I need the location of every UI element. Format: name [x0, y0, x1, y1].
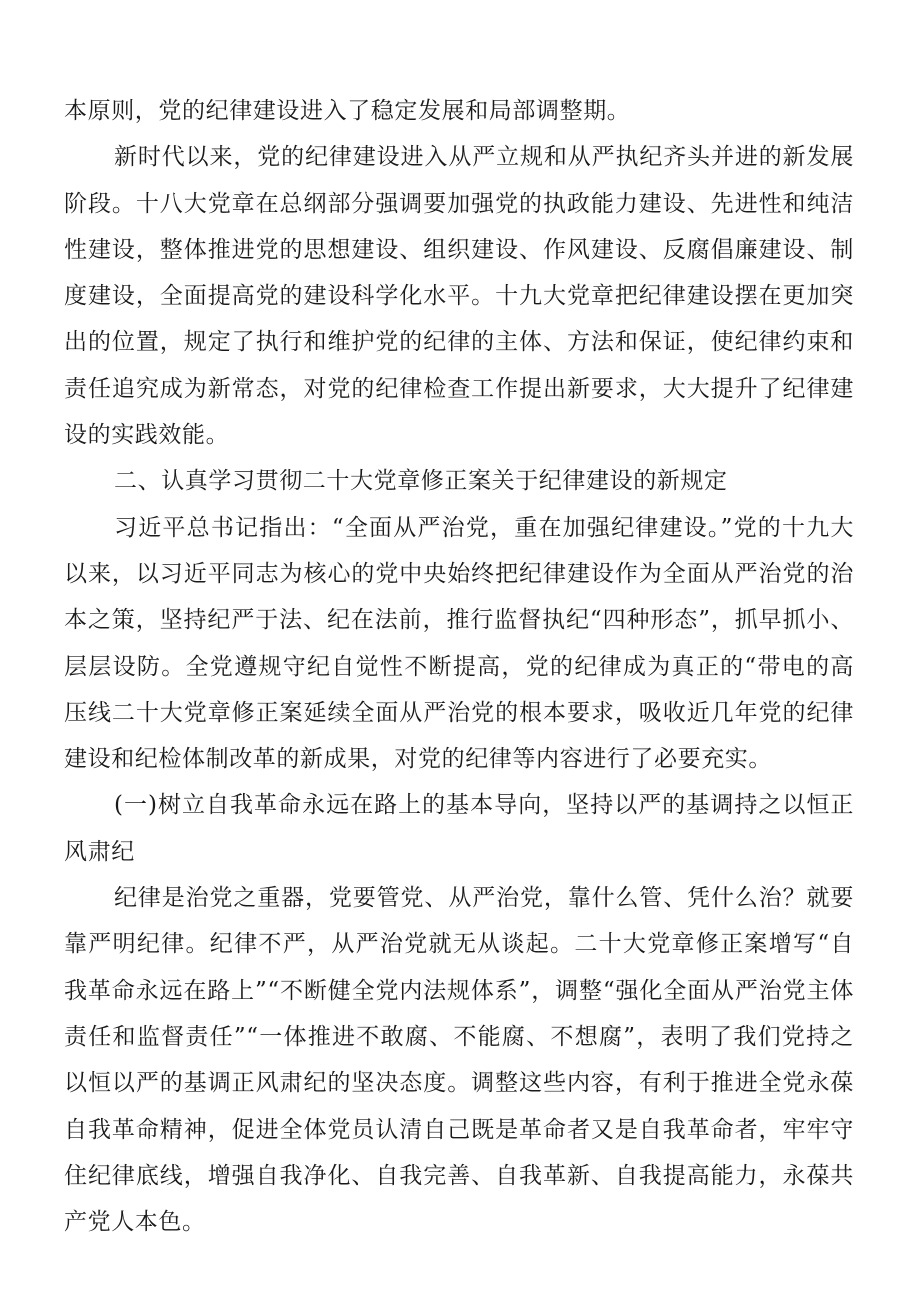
- paragraph-discipline: 纪律是治党之重器，党要管党、从严治党，靠什么管、凭什么治？就要靠严明纪律。纪律不严，从严治党就无从谈起。二十大党章修正案增写“自我革命永远在路上”“不断健全党内法规体系”，调整“强化全面从严治党主体责任和监督责任”“一体推进不敢腐、不能腐、不想腐”，表明了我们党持之以恒以严的基调正风肃纪的坚决态度。调整这些内容，有利于推进全党永葆自我革命精神，促进全体党员认清自己既是革命者又是自我革命者，牢牢守住纪律底线，增强自我净化、自我完善、自我革新、自我提高能力，永葆共产党人本色。: [64, 885, 854, 1236]
- paragraph-new-era: 新时代以来，党的纪律建设进入从严立规和从严执纪齐头并进的新发展阶段。十八大党章在总纲部分强调要加强党的执政能力建设、先进性和纯洁性建设，整体推进党的思想建设、组织建设、作风建设、反腐倡廉建设、制度建设，全面提高党的建设科学化水平。十九大党章把纪律建设摆在更加突出的位置，规定了执行和维护党的纪律的主体、方法和保证，使纪律约束和责任追究成为新常态，对党的纪律检查工作提出新要求，大大提升了纪律建设的实践效能。: [64, 144, 854, 449]
- section-heading-two: 二、认真学习贯彻二十大党章修正案关于纪律建设的新规定: [114, 468, 728, 495]
- paragraph-continuation: 本原则，党的纪律建设进入了稳定发展和局部调整期。: [64, 98, 631, 124]
- paragraph-xi-quote: 习近平总书记指出：“全面从严治党，重在加强纪律建设。”党的十九大以来，以习近平同志为核心的党中央始终把纪律建设作为全面从严治党的治本之策，坚持纪严于法、纪在法前，推行监督执纪“四种形态”，抓早抓小、层层设防。全党遵规守纪自觉性不断提高，党的纪律成为真正的“带电的高压线二十大党章修正案延续全面从严治党的根本要求，吸收近几年党的纪律建设和纪检体制改革的新成果，对党的纪律等内容进行了必要充实。: [64, 514, 854, 773]
- subsection-heading-one: (一)树立自我革命永远在路上的基本导向，坚持以严的基调持之以恒正风肃纪: [64, 792, 854, 865]
- document-body: [64, 88, 854, 1245]
